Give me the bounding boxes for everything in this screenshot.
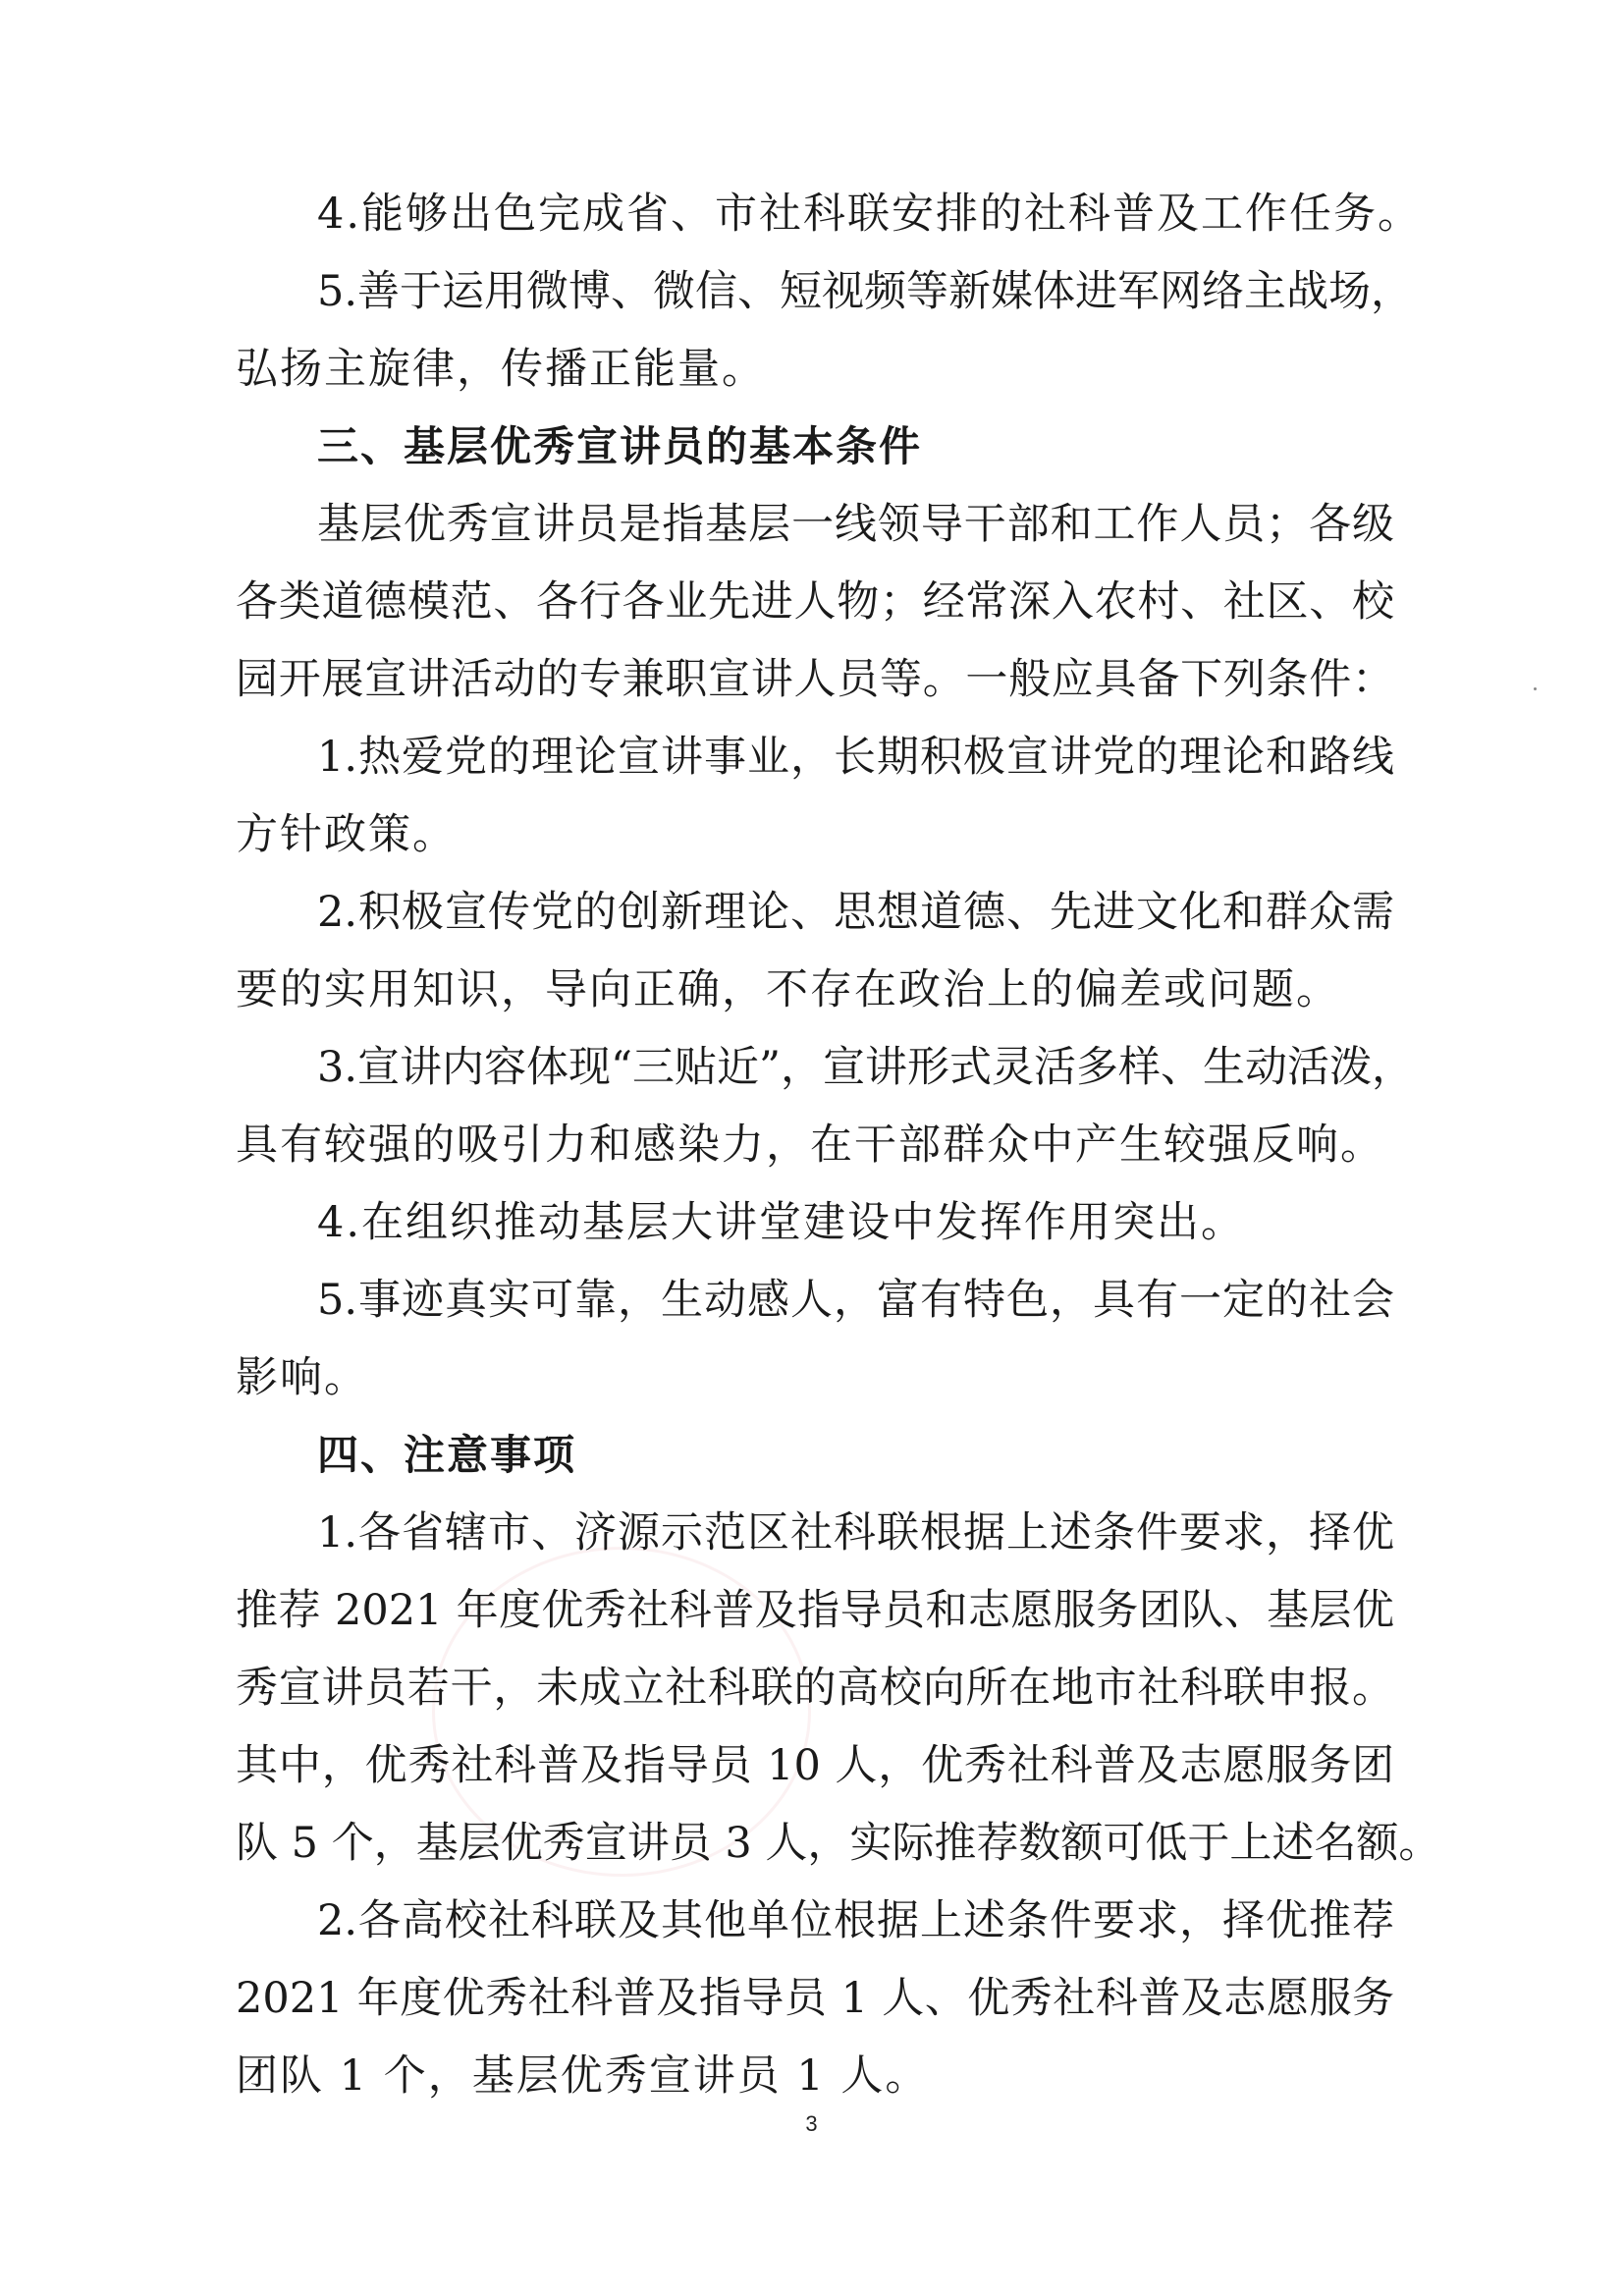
text-line: 1.热爱党的理论宣讲事业，长期积极宣讲党的理论和路线 (317, 733, 1394, 782)
text-line: 5.善于运用微博、微信、短视频等新媒体进军网络主战场， (317, 267, 1414, 316)
section-heading-4: 四、注意事项 (317, 1431, 577, 1479)
text-line: 3.宣讲内容体现“三贴近”，宣讲形式灵活多样、生动活泼， (317, 1043, 1414, 1092)
text-line: 其中，优秀社科普及指导员 10 人，优秀社科普及志愿服务团 (236, 1741, 1394, 1790)
text-line: 4.在组织推动基层大讲堂建设中发挥作用突出。 (317, 1198, 1246, 1247)
text-line: 队 5 个，基层优秀宣讲员 3 人，实际推荐数额可低于上述名额。 (236, 1819, 1441, 1868)
text-line: 各类道德模范、各行各业先进人物；经常深入农村、社区、校 (236, 577, 1394, 627)
text-line: 推荐 2021 年度优秀社科普及指导员和志愿服务团队、基层优 (236, 1586, 1394, 1635)
text-line: 基层优秀宣讲员是指基层一线领导干部和工作人员；各级 (317, 500, 1394, 549)
text-line: 方针政策。 (236, 810, 457, 859)
scan-speck (1534, 687, 1537, 690)
section-heading-3: 三、基层优秀宣讲员的基本条件 (317, 422, 923, 470)
text-line: 2.积极宣传党的创新理论、思想道德、先进文化和群众需 (317, 888, 1394, 937)
text-line: 2.各高校社科联及其他单位根据上述条件要求，择优推荐 (317, 1896, 1394, 1945)
text-line: 影响。 (236, 1353, 368, 1402)
text-line: 具有较强的吸引力和感染力，在干部群众中产生较强反响。 (236, 1121, 1384, 1170)
text-line: 2021 年度优秀社科普及指导员 1 人、优秀社科普及志愿服务 (236, 1974, 1394, 2023)
text-line: 园开展宣讲活动的专兼职宣讲人员等。一般应具备下列条件： (236, 655, 1394, 704)
text-line: 团队 1 个，基层优秀宣讲员 1 人。 (236, 2051, 930, 2101)
page-number: 3 (805, 2111, 818, 2136)
text-line: 秀宣讲员若干，未成立社科联的高校向所在地市社科联申报。 (236, 1664, 1394, 1713)
text-line: 要的实用知识，导向正确，不存在政治上的偏差或问题。 (236, 965, 1340, 1014)
text-line: 4.能够出色完成省、市社科联安排的社科普及工作任务。 (317, 190, 1423, 239)
text-line: 5.事迹真实可靠，生动感人，富有特色，具有一定的社会 (317, 1276, 1394, 1325)
text-line: 弘扬主旋律，传播正能量。 (236, 345, 766, 394)
text-line: 1.各省辖市、济源示范区社科联根据上述条件要求，择优 (317, 1508, 1394, 1558)
